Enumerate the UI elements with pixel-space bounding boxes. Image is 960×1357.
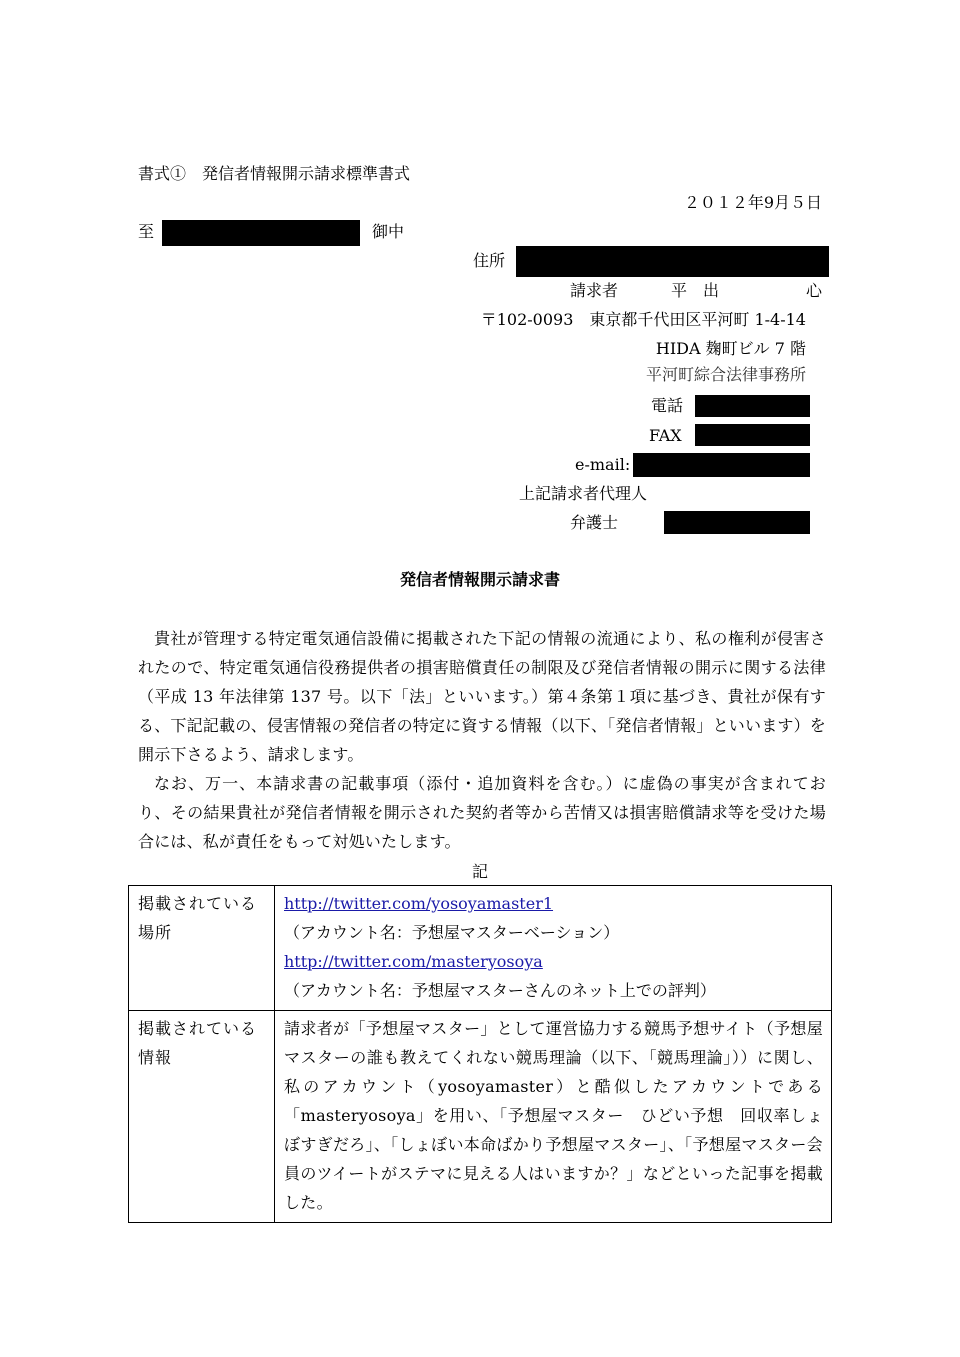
building-name: HIDA 麹町ビル 7 階	[655, 339, 806, 358]
redacted-fax	[695, 424, 810, 446]
location-label-cell	[129, 886, 275, 1011]
requester-name-last: 心	[806, 281, 823, 300]
law-firm-name: 平河町綜合法律事務所	[645, 365, 806, 384]
addressee-suffix: 御中	[372, 222, 405, 241]
postal-address: 〒102-0093 東京都千代田区平河町 1-4-14	[480, 310, 806, 329]
requester-name: 平 出	[671, 281, 720, 300]
agent-label: 上記請求者代理人	[519, 484, 648, 503]
location-label: 掲載されている場所	[138, 894, 258, 942]
information-label-cell	[129, 1011, 275, 1223]
email-label: e-mail:	[575, 455, 631, 474]
address-label: 住所	[473, 251, 506, 270]
information-value-cell	[275, 1011, 832, 1223]
document-date: ２０１２年9月５日	[683, 193, 822, 212]
account-name-2: （アカウント名：予想屋マスターさんのネット上での評判）	[284, 981, 716, 1000]
paragraph-1: 貴社が管理する特定電気通信設備に掲載された下記の情報の流通により、私の権利が侵害されたので、特定電気通信役務提供者の損害賠償責任の制限及び発信者情報の開示に関する法律（平成 13 年法律第 137 号。以下「法」といいます。）第４条第１項に基づき、貴社が保有する、下記記載の、侵害情報の発信者の特定に資する情報（以下、「発信者情報」といいます）を開示下さるよう、請求します。	[138, 629, 826, 764]
information-label: 掲載されている情報	[138, 1019, 258, 1067]
form-label: 書式① 発信者情報開示請求標準書式	[138, 164, 411, 183]
redacted-attorney	[664, 511, 810, 534]
table-row	[129, 886, 832, 1011]
paragraph-2: なお、万一、本請求書の記載事項（添付・追加資料を含む。）に虚偽の事実が含まれており、その結果貴社が発信者情報を開示された契約者等から苦情又は損害賠償請求等を受けた場合には、私が責任をもって対処いたします。	[138, 774, 826, 851]
account-name-1: （アカウント名：予想屋マスターベーション）	[284, 923, 620, 942]
phone-label: 電話	[651, 396, 684, 415]
information-text: 請求者が「予想屋マスター」として運営協力する競馬予想サイト（予想屋マスターの誰も教えてくれない競馬理論（以下、「競馬理論」））に関し、私のアカウント（yosoyamaster）と酷似したアカウントである「masteryosoya」を用い、「予想屋マスター ひどい予想 回収率しょぼすぎだろ」、「しょぼい本命ばかり予想屋マスター」、「予想屋マスター会員のツイートがステマに見える人はいますか？」などといった記事を掲載した。	[284, 1019, 823, 1212]
document-title: 発信者情報開示請求書	[399, 570, 560, 589]
records-table	[128, 885, 832, 1223]
attorney-label: 弁護士	[570, 513, 619, 532]
requester-label: 請求者	[570, 281, 619, 300]
redacted-addressee	[162, 220, 360, 246]
ki-heading: 記	[471, 862, 488, 881]
body-text	[138, 624, 826, 856]
twitter-link-1[interactable]: http://twitter.com/yosoyamaster1	[284, 894, 554, 913]
fax-label: FAX	[649, 426, 682, 445]
redacted-phone	[695, 395, 810, 417]
twitter-link-2[interactable]: http://twitter.com/masteryosoya	[284, 952, 543, 971]
location-value-cell	[275, 886, 832, 1011]
redacted-address	[516, 246, 829, 277]
redacted-email	[633, 453, 810, 477]
addressee-prefix: 至	[138, 222, 155, 241]
table-row	[129, 1011, 832, 1223]
